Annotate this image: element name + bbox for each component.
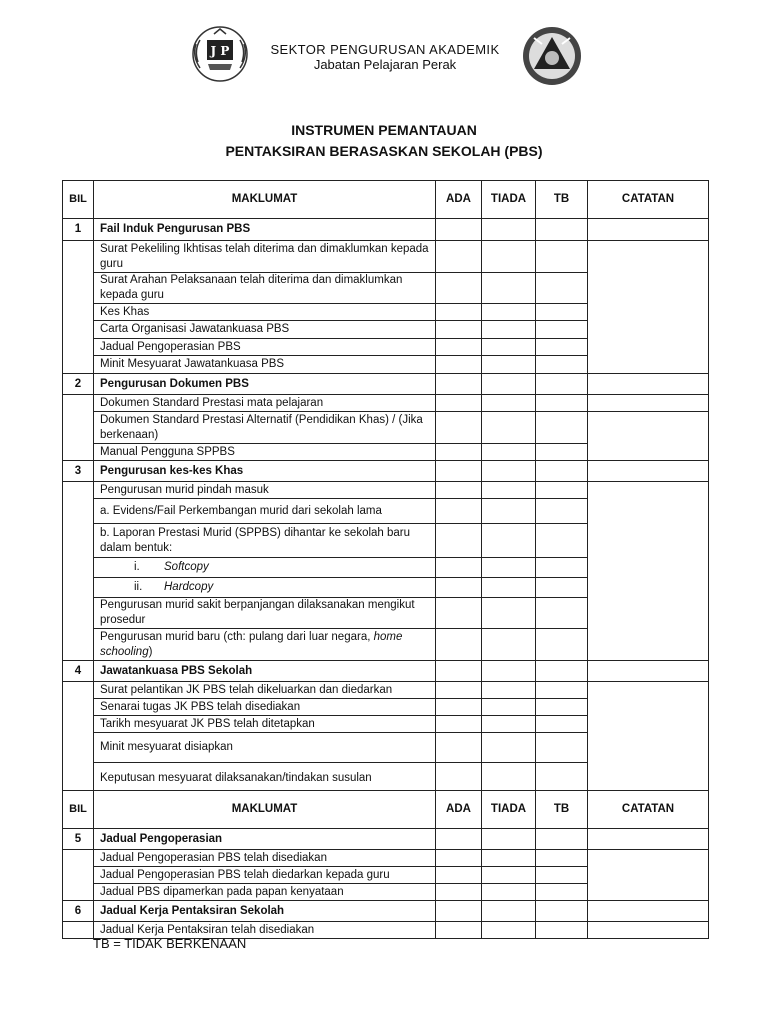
ada-cell[interactable] [436,901,482,922]
tb-cell[interactable] [536,598,588,629]
tb-cell[interactable] [536,219,588,241]
ada-cell[interactable] [436,716,482,733]
tiada-cell[interactable] [482,273,536,304]
tiada-cell[interactable] [482,699,536,716]
tb-cell[interactable] [536,884,588,901]
catatan-cell[interactable] [588,395,709,412]
catatan-cell[interactable] [588,922,709,939]
catatan-cell[interactable] [588,682,709,791]
section-title: Pengurusan Dokumen PBS [94,374,436,395]
ada-cell[interactable] [436,629,482,661]
ada-cell[interactable] [436,304,482,321]
bil-cell [63,682,94,791]
catatan-cell[interactable] [588,850,709,901]
catatan-cell[interactable] [588,219,709,241]
catatan-cell[interactable] [588,374,709,395]
title-line-1: INSTRUMEN PEMANTAUAN [291,122,477,138]
tb-cell[interactable] [536,850,588,867]
sub-item-text: Softcopy [164,561,209,573]
ada-cell[interactable] [436,578,482,598]
ada-cell[interactable] [436,499,482,524]
sub-item [94,578,436,598]
header-ada: ADA [436,791,482,829]
roman-numeral: ii. [134,581,143,593]
header-tb: TB [536,181,588,219]
item-text: Minit Mesyuarat Jawatankuasa PBS [94,356,436,374]
item-text: Tarikh mesyuarat JK PBS telah ditetapkan [94,716,436,733]
tb-cell[interactable] [536,763,588,791]
tb-cell[interactable] [536,716,588,733]
tiada-cell[interactable] [482,461,536,482]
ada-cell[interactable] [436,482,482,499]
document-title [0,120,768,162]
bil-cell [63,395,94,461]
section-row [63,901,709,922]
tiada-cell[interactable] [482,412,536,444]
header-maklumat: MAKLUMAT [94,181,436,219]
tb-cell[interactable] [536,499,588,524]
item-text: Jadual PBS dipamerkan pada papan kenyataan [94,884,436,901]
roman-numeral: i. [134,561,140,573]
ada-cell[interactable] [436,524,482,558]
item-text: Senarai tugas JK PBS telah disediakan [94,699,436,716]
ada-cell[interactable] [436,444,482,461]
sub-item [94,558,436,578]
item-text: Manual Pengguna SPPBS [94,444,436,461]
ada-cell[interactable] [436,273,482,304]
item-text: Surat Arahan Pelaksanaan telah diterima dan dimaklumkan kepada guru [94,273,436,304]
table-row [63,482,709,499]
ada-cell[interactable] [436,412,482,444]
tiada-cell[interactable] [482,829,536,850]
section-row [63,219,709,241]
section-row [63,374,709,395]
catatan-cell[interactable] [588,412,709,461]
tiada-cell[interactable] [482,241,536,273]
item-text: Surat pelantikan JK PBS telah dikeluarkan dan diedarkan [94,682,436,699]
ada-cell[interactable] [436,850,482,867]
tiada-cell[interactable] [482,598,536,629]
tb-cell[interactable] [536,304,588,321]
section-number: 5 [63,829,94,850]
tb-cell[interactable] [536,829,588,850]
section-number: 1 [63,219,94,241]
table-row [63,682,709,699]
tiada-cell[interactable] [482,558,536,578]
tb-cell[interactable] [536,412,588,444]
tb-cell[interactable] [536,395,588,412]
table-header-repeat [63,791,709,829]
section-title: Fail Induk Pengurusan PBS [94,219,436,241]
tb-cell[interactable] [536,374,588,395]
tb-cell[interactable] [536,461,588,482]
tiada-cell[interactable] [482,499,536,524]
catatan-cell[interactable] [588,829,709,850]
header-maklumat: MAKLUMAT [94,791,436,829]
tb-cell[interactable] [536,524,588,558]
title-line-2: PENTAKSIRAN BERASASKAN SEKOLAH (PBS) [225,143,543,159]
table-row [63,850,709,867]
table-row [63,395,709,412]
ada-cell[interactable] [436,884,482,901]
ada-cell[interactable] [436,395,482,412]
page-header [0,22,768,92]
tiada-cell[interactable] [482,356,536,374]
header-tiada: TIADA [482,791,536,829]
table-row [63,412,709,444]
item-text-part: ) [148,645,153,658]
tb-cell[interactable] [536,682,588,699]
section-title: Jadual Pengoperasian [94,829,436,850]
tiada-cell[interactable] [482,374,536,395]
tb-cell[interactable] [536,699,588,716]
ada-cell[interactable] [436,682,482,699]
item-text: Dokumen Standard Prestasi Alternatif (Pendidikan Khas) / (Jika berkenaan) [94,412,436,444]
tiada-cell[interactable] [482,524,536,558]
tb-cell[interactable] [536,321,588,339]
ada-cell[interactable] [436,241,482,273]
catatan-cell[interactable] [588,661,709,682]
section-title: Pengurusan kes-kes Khas [94,461,436,482]
tiada-cell[interactable] [482,733,536,763]
tb-cell[interactable] [536,444,588,461]
tiada-cell[interactable] [482,482,536,499]
ada-cell[interactable] [436,598,482,629]
tiada-cell[interactable] [482,682,536,699]
tiada-cell[interactable] [482,763,536,791]
catatan-cell[interactable] [588,461,709,482]
tb-cell[interactable] [536,661,588,682]
bil-cell [63,482,94,661]
tb-cell[interactable] [536,733,588,763]
footnote: TB = TIDAK BERKENAAN [93,936,247,951]
tiada-cell[interactable] [482,219,536,241]
item-text: Pengurusan murid pindah masuk [94,482,436,499]
tiada-cell[interactable] [482,629,536,661]
ada-cell[interactable] [436,829,482,850]
section-row [63,461,709,482]
catatan-cell[interactable] [588,241,709,374]
ada-cell[interactable] [436,219,482,241]
ada-cell[interactable] [436,374,482,395]
ada-cell[interactable] [436,661,482,682]
header-tb: TB [536,791,588,829]
item-text: Jadual Pengoperasian PBS telah disediakan [94,850,436,867]
svg-text:J P: J P [210,44,230,58]
ada-cell[interactable] [436,461,482,482]
item-text: Jadual Pengoperasian PBS telah diedarkan kepada guru [94,867,436,884]
catatan-cell[interactable] [588,482,709,661]
tiada-cell[interactable] [482,578,536,598]
section-row [63,829,709,850]
item-text: Pengurusan murid sakit berpanjangan dilaksanakan mengikut prosedur [94,598,436,629]
section-number: 6 [63,901,94,922]
tiada-cell[interactable] [482,661,536,682]
ada-cell[interactable] [436,763,482,791]
department-name: Jabatan Pelajaran Perak [313,57,457,72]
ada-cell[interactable] [436,867,482,884]
bil-cell [63,241,94,374]
sub-item-text: Hardcopy [164,581,214,593]
tiada-cell[interactable] [482,850,536,867]
tb-cell[interactable] [536,901,588,922]
ada-cell[interactable] [436,321,482,339]
tiada-cell[interactable] [482,901,536,922]
tiada-cell[interactable] [482,339,536,356]
tb-cell[interactable] [536,578,588,598]
tiada-cell[interactable] [482,884,536,901]
table-row [63,241,709,273]
item-text: Keputusan mesyuarat dilaksanakan/tindakan susulan [94,763,436,791]
tb-cell[interactable] [536,867,588,884]
ada-cell[interactable] [436,699,482,716]
tiada-cell[interactable] [482,716,536,733]
item-text: Carta Organisasi Jawatankuasa PBS [94,321,436,339]
ada-cell[interactable] [436,356,482,374]
tiada-cell[interactable] [482,321,536,339]
item-text: a. Evidens/Fail Perkembangan murid dari sekolah lama [94,499,436,524]
section-number: 4 [63,661,94,682]
header-catatan: CATATAN [588,181,709,219]
section-title: Jadual Kerja Pentaksiran Sekolah [94,901,436,922]
ada-cell[interactable] [436,558,482,578]
item-text: Jadual Pengoperasian PBS [94,339,436,356]
ada-cell[interactable] [436,922,482,939]
item-text: Surat Pekeliling Ikhtisas telah diterima dan dimaklumkan kepada guru [94,241,436,273]
tb-cell[interactable] [536,339,588,356]
sektor-emblem-icon [520,24,584,88]
header-bil: BIL [63,181,94,219]
table-header [63,181,709,219]
tiada-cell[interactable] [482,867,536,884]
section-number: 2 [63,374,94,395]
item-text: Kes Khas [94,304,436,321]
catatan-cell[interactable] [588,901,709,922]
ada-cell[interactable] [436,339,482,356]
header-catatan: CATATAN [588,791,709,829]
item-text-part: Pengurusan murid baru (cth: pulang dari luar negara, [100,630,374,643]
item-text: Minit mesyuarat disiapkan [94,733,436,763]
section-title: Jawatankuasa PBS Sekolah [94,661,436,682]
monitoring-table [62,180,709,939]
tb-cell[interactable] [536,558,588,578]
tb-cell[interactable] [536,241,588,273]
tiada-cell[interactable] [482,444,536,461]
tb-cell[interactable] [536,629,588,661]
section-row [63,661,709,682]
tb-cell[interactable] [536,273,588,304]
tb-cell[interactable] [536,482,588,499]
item-text [94,629,436,661]
tb-cell[interactable] [536,922,588,939]
item-text-italic: home schooling [100,630,403,658]
item-text: Jadual Kerja Pentaksiran telah disediakan [94,922,436,939]
header-bil: BIL [63,791,94,829]
header-tiada: TIADA [482,181,536,219]
item-text: Dokumen Standard Prestasi mata pelajaran [94,395,436,412]
sector-name: SEKTOR PENGURUSAN AKADEMIK [270,42,500,57]
item-text: b. Laporan Prestasi Murid (SPPBS) dihantar ke sekolah baru dalam bentuk: [94,524,436,558]
section-number: 3 [63,461,94,482]
header-ada: ADA [436,181,482,219]
tiada-cell[interactable] [482,922,536,939]
ada-cell[interactable] [436,733,482,763]
tiada-cell[interactable] [482,304,536,321]
bil-cell [63,922,94,939]
tiada-cell[interactable] [482,395,536,412]
bil-cell [63,850,94,901]
tb-cell[interactable] [536,356,588,374]
jabatan-logo-icon [190,24,250,84]
